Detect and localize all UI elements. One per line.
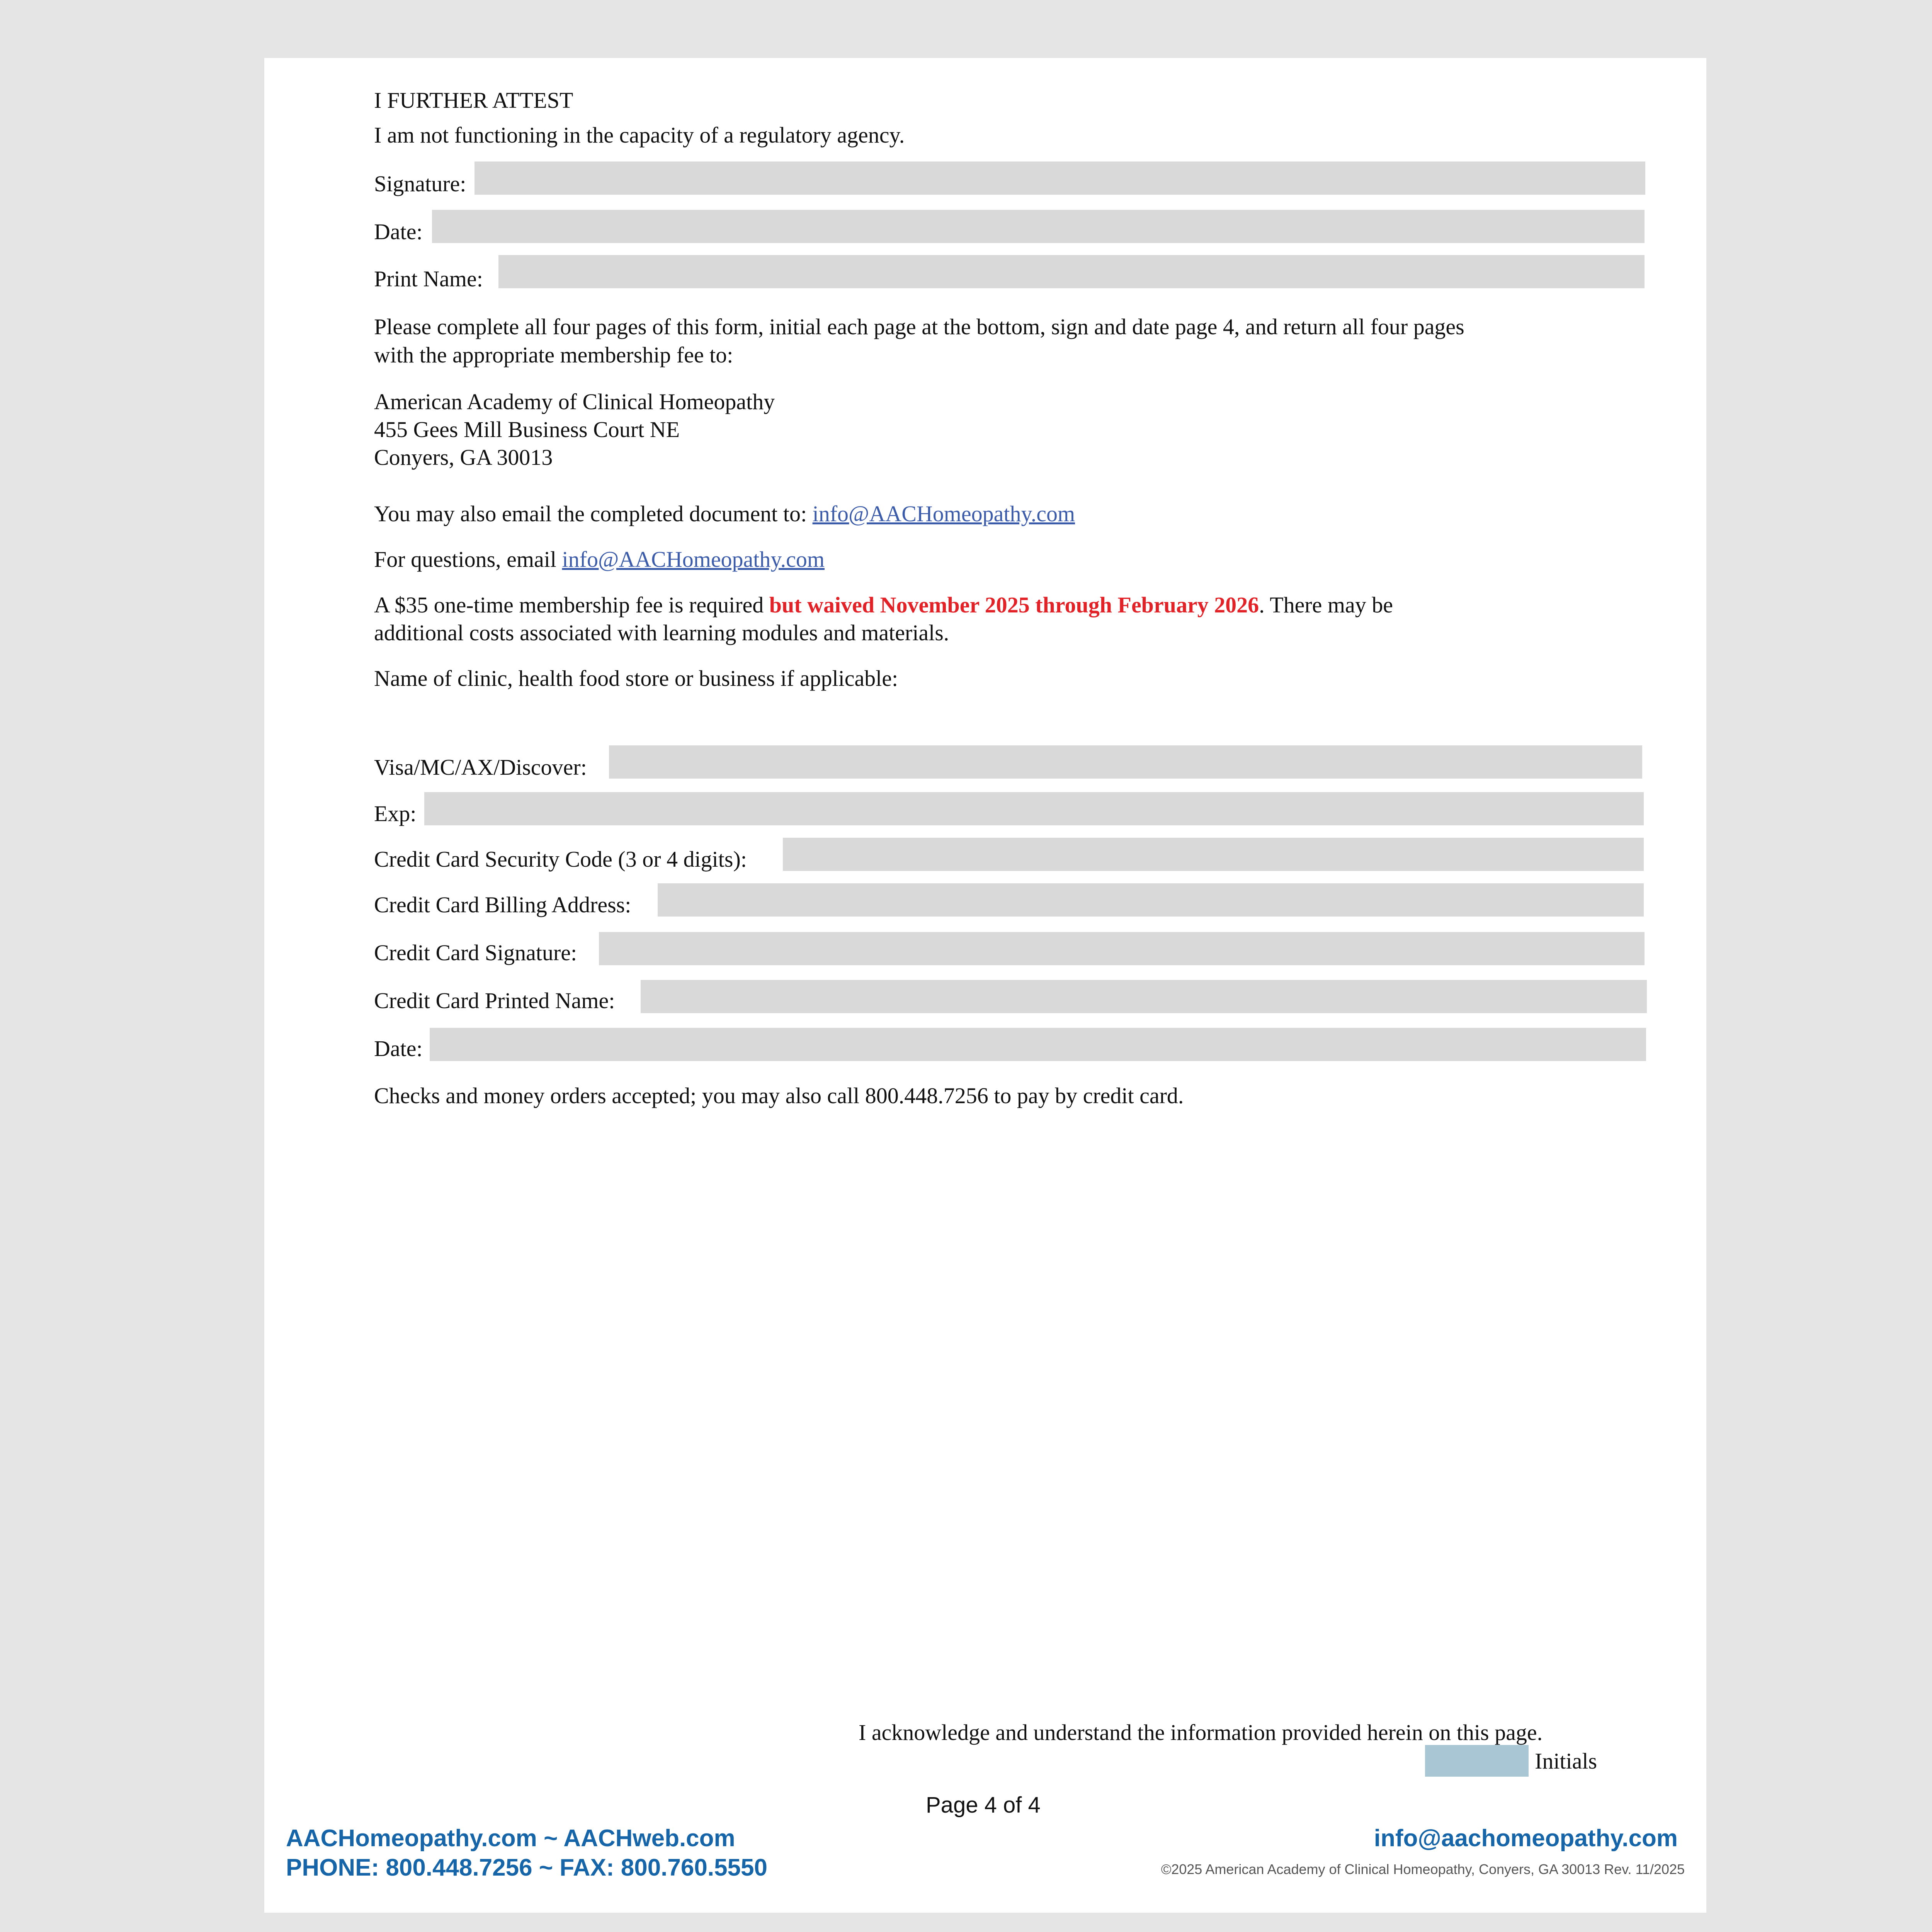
initials-label: Initials [1535,1748,1597,1774]
exp-field[interactable] [424,792,1644,825]
print-name-label: Print Name: [374,266,483,291]
cc-printed-name-field[interactable] [641,980,1647,1013]
cc-signature-label: Credit Card Signature: [374,940,577,965]
section-heading: I FURTHER ATTEST [374,88,573,113]
clinic-label: Name of clinic, health food store or business if applicable: [374,666,898,691]
fee-line-2: additional costs associated with learning modules and materials. [374,620,949,645]
footer-websites: AACHomeopathy.com ~ AACHweb.com [286,1825,735,1852]
footer-email[interactable]: info@aachomeopathy.com [1374,1825,1678,1852]
address-city: Conyers, GA 30013 [374,445,553,470]
card-number-field[interactable] [609,745,1642,779]
print-name-field[interactable] [498,255,1645,288]
fee-waived-highlight: but waived November 2025 through February 2026 [769,592,1259,617]
page-current: 4 [984,1793,997,1818]
acknowledge-statement: I acknowledge and understand the information provided herein on this page. [859,1720,1543,1745]
payment-date-field[interactable] [430,1028,1646,1061]
initials-field[interactable] [1425,1745,1529,1777]
instructions-line-2: with the appropriate membership fee to: [374,342,733,367]
page-number [926,1791,1041,1819]
email-line-prefix: You may also email the completed document to: [374,501,813,526]
page-middle: of [997,1793,1028,1818]
page-prefix: Page [926,1793,985,1818]
signature-label: Signature: [374,171,466,196]
fee-line-1 [374,591,1393,619]
instructions-line-1: Please complete all four pages of this form, initial each page at the bottom, sign and date page 4, and return all four pages [374,314,1464,339]
footer-copyright: ©2025 American Academy of Clinical Homeopathy, Conyers, GA 30013 Rev. 11/2025 [1161,1861,1685,1877]
signature-field[interactable] [474,162,1645,195]
questions-email-link[interactable]: info@AACHomeopathy.com [562,547,825,572]
cc-signature-field[interactable] [599,932,1645,965]
date-label: Date: [374,219,423,244]
footer-phone-fax: PHONE: 800.448.7256 ~ FAX: 800.760.5550 [286,1854,767,1881]
attest-statement: I am not functioning in the capacity of a regulatory agency. [374,122,905,148]
billing-address-label: Credit Card Billing Address: [374,892,631,917]
page-total: 4 [1028,1793,1041,1818]
security-code-field[interactable] [783,838,1644,871]
address-org: American Academy of Clinical Homeopathy [374,389,775,414]
exp-label: Exp: [374,801,417,826]
fee-prefix: A $35 one-time membership fee is required [374,592,769,617]
fee-suffix: . There may be [1259,592,1393,617]
cc-printed-name-label: Credit Card Printed Name: [374,988,615,1013]
date-field[interactable] [432,210,1645,243]
questions-line [374,546,825,573]
address-street: 455 Gees Mill Business Court NE [374,417,680,442]
form-page [264,58,1706,1913]
card-number-label: Visa/MC/AX/Discover: [374,755,587,780]
billing-address-field[interactable] [658,883,1644,917]
email-link[interactable]: info@AACHomeopathy.com [812,501,1075,526]
security-code-label: Credit Card Security Code (3 or 4 digits): [374,847,747,872]
payment-date-label: Date: [374,1036,423,1061]
checks-note: Checks and money orders accepted; you may also call 800.448.7256 to pay by credit card. [374,1083,1184,1108]
questions-line-prefix: For questions, email [374,547,562,572]
email-line [374,500,1075,528]
